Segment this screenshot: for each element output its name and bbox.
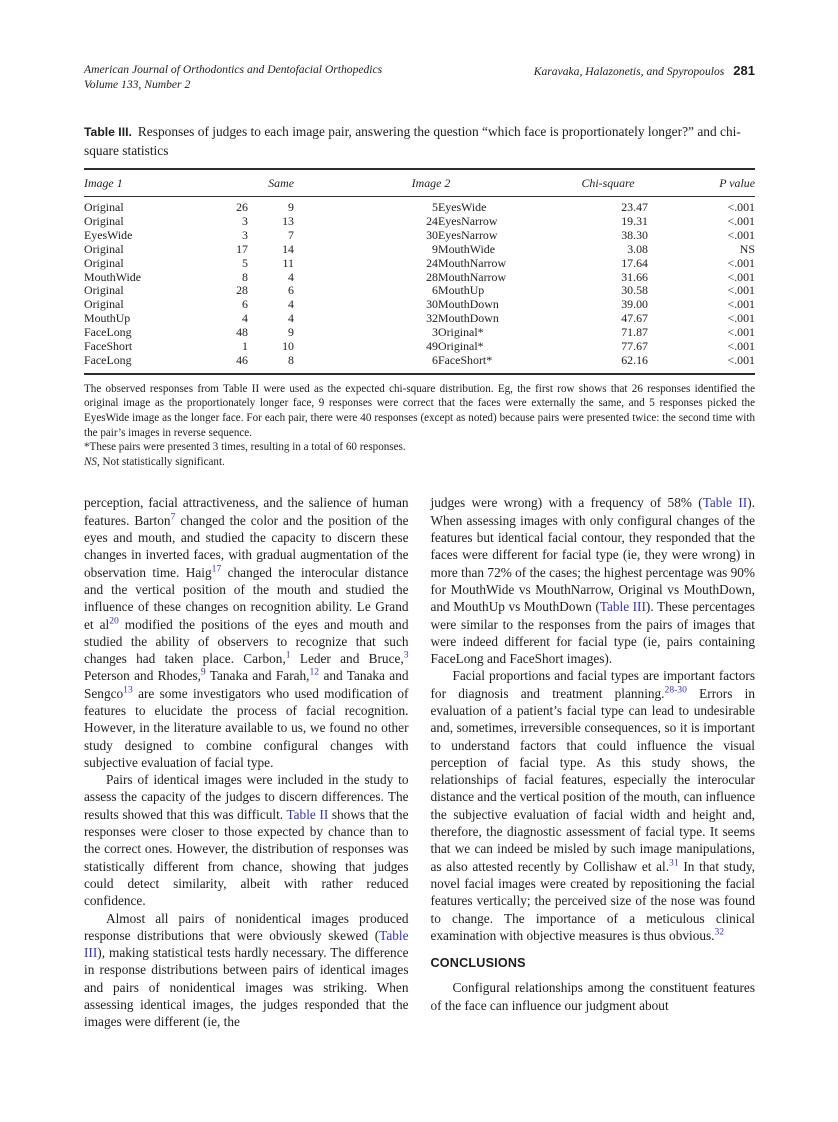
table-cell: EyesNarrow (438, 213, 498, 228)
table3-label: Table III. (84, 125, 132, 139)
table-cell: 31.66 (621, 269, 648, 284)
table-cell: <.001 (727, 283, 755, 298)
table-cell: 3.08 (627, 241, 648, 256)
body-paragraph: Configural relationships among the constituent features of the face can influence our judgment about (430, 980, 755, 1013)
footnote-general: The observed responses from Table II were used as the expected chi-square distribution. Eg, the first row shows that 26 responses identified the original image as the proportionately longer face, 9 responses were correct that the faces were externally the same, and 5 responses picked the EyesWide image as the longer face. For each pair, there were 40 responses (except as noted) because pairs were presented twice: the second time with the pair’s images in reverse sequence. (84, 382, 755, 439)
table-cell: 9 (288, 325, 294, 340)
table-cell: 6 (242, 297, 248, 312)
citation-ref[interactable]: 7 (170, 511, 176, 523)
table-cell: 11 (282, 255, 294, 270)
citation-ref[interactable]: 17 (211, 563, 222, 575)
table-cell: <.001 (727, 200, 755, 214)
table3-header (84, 169, 755, 197)
table-cell: Original* (438, 339, 484, 354)
section-heading-conclusions: CONCLUSIONS (430, 956, 526, 971)
table-cell: <.001 (727, 269, 755, 284)
table-cell: EyesNarrow (438, 227, 498, 242)
footnote-ns-text: Not statistically significant. (99, 455, 225, 468)
table-cell: 62.16 (621, 352, 648, 367)
table-cell: FaceShort* (438, 352, 493, 367)
table-row (84, 312, 755, 326)
table-cell: 7 (288, 227, 294, 242)
table-cell: 24 (426, 213, 438, 228)
running-authors-block (534, 62, 755, 79)
table-cell: <.001 (727, 227, 755, 242)
col-header-image1: Image 1 (84, 169, 248, 197)
table-cell: 30.58 (621, 283, 648, 298)
table-cell: <.001 (727, 325, 755, 340)
body-columns (84, 494, 755, 1030)
table-cell: 6 (432, 352, 438, 367)
table-cell: <.001 (727, 339, 755, 354)
table-cell: 32 (426, 311, 438, 326)
col-header-same: Same (248, 169, 294, 197)
body-column-right (431, 494, 756, 1030)
table-cell: <.001 (727, 297, 755, 312)
table-cell: 6 (432, 283, 438, 298)
table-ref-link[interactable]: Table II (702, 495, 748, 511)
table-cell: Original (84, 241, 124, 256)
table-cell: 14 (282, 241, 294, 256)
table3-footnotes (84, 382, 755, 470)
table-cell: 4 (288, 269, 294, 284)
citation-ref[interactable]: 20 (109, 615, 119, 627)
table-row (84, 271, 755, 285)
table-cell: 9 (432, 241, 438, 256)
table-cell: 4 (288, 297, 294, 312)
table-cell: 38.30 (621, 227, 648, 242)
citation-ref[interactable]: 31 (669, 857, 679, 869)
table-cell: FaceLong (84, 325, 132, 340)
table-ref-link[interactable]: Table III (599, 599, 646, 615)
table-header-row (84, 169, 755, 197)
table-row (84, 197, 755, 215)
table-cell: 17 (236, 241, 248, 256)
table-cell: Original* (438, 325, 484, 340)
table-cell: FaceShort (84, 339, 133, 354)
table-cell: 4 (242, 311, 248, 326)
table-cell: <.001 (727, 352, 755, 367)
citation-ref[interactable]: 28-30 (664, 684, 687, 696)
table-cell: 3 (242, 213, 248, 228)
body-paragraph: perception, facial attractiveness, and the salience of human features. Barton$^7$ changed the color and the position of the eyes and mouth, and studied the capacity to discern these changes in inverted faces, with gradual augmentation of the observation time. Haig$^{17}$ changed the interocular distance and the vertical position of the mouth and studied the influence of these changes on recognition ability. Le Grand et al$^{20}$ modified the positions of the eyes and mouth and studied the ability of observers to recognize that such changes had taken place. Carbon,$^1$ Leder and Bruce,$^3$ Peterson and Rhodes,$^9$ Tanaka and Farah,$^{12}$ and Tanaka and Sengco$^{13}$ are some investigators who used modification of features to elucidate the process of facial recognition. However, in the literature available to us, we found no other study designed to combine configural changes with subjective evaluation of facial type. (84, 495, 409, 770)
table-cell: 26 (236, 200, 248, 214)
table-row (84, 215, 755, 229)
table-cell: MouthUp (438, 283, 485, 298)
table-cell: 71.87 (621, 325, 648, 340)
citation-ref[interactable]: 12 (309, 666, 320, 678)
citation-ref[interactable]: 3 (403, 649, 409, 661)
table3 (84, 168, 755, 375)
col-header-image2: Image 2 (294, 169, 568, 197)
table-cell: MouthDown (438, 311, 499, 326)
table-cell: 28 (236, 283, 248, 298)
table-cell: MouthNarrow (438, 269, 507, 284)
table-cell: 9 (288, 200, 294, 214)
table3-caption (84, 123, 755, 160)
body-paragraph: Facial proportions and facial types are important factors for diagnosis and treatment planning.$^{28-30}$ Errors in evaluation of a patient’s facial type can lead to undesirable and, sometimes, irreversible consequences, so it is important to understand factors that could influence the visual perception of facial type. As this study shows, the relationships of facial features, especially the interocular distance and the vertical position of the mouth, can influence the subjective evaluation of facial width and height and, therefore, the diagnostic assessment of facial type. It seems that we can indeed be misled by such image manipulations, as also attested recently by Collishaw et al.$^{31}$ In that study, novel facial images were created by repositioning the facial features vertically; the perceived size of the nose was found to change. The importance of a meticulous clinical examination with objective measures is thus obvious.$^{32}$ (430, 668, 755, 943)
footnote-asterisk: *These pairs were presented 3 times, resulting in a total of 60 responses. (84, 441, 406, 454)
table-cell: 3 (432, 325, 438, 340)
table-cell: 10 (282, 339, 294, 354)
page-number: 281 (733, 63, 755, 78)
table-cell: <.001 (727, 311, 755, 326)
body-paragraph: judges were wrong) with a frequency of 58% (Table II). When assessing images with only configural changes of the features but identical facial contour, they responded that the faces were different for facial type (ie, they were wrong) in more than 72% of the cases; the highest percentage was 90% for MouthWide vs MouthNarrow, Original vs MouthDown, and MouthUp vs MouthDown (Table III). These percentages were similar to the responses from the pairs of images that were indeed different for facial type (ie, pairs containing FaceLong and FaceShort images). (430, 495, 755, 667)
table-row (84, 326, 755, 340)
citation-ref[interactable]: 13 (123, 684, 133, 696)
citation-ref[interactable]: 1 (285, 649, 291, 661)
journal-identification (84, 62, 382, 92)
table-cell: 8 (242, 269, 248, 284)
body-paragraph: Almost all pairs of nonidentical images produced response distributions that were obviously skewed (Table III), making statistical tests hardly necessary. The difference in response distributions between pairs of identical images and pairs of nonidentical images was striking. When assessing identical images, the judges responded that the images were different (ie, the (84, 910, 409, 1030)
table-cell: EyesWide (84, 227, 133, 242)
table-row (84, 340, 755, 354)
table-row (84, 354, 755, 374)
table-cell: 8 (288, 352, 294, 367)
table-cell: 46 (236, 352, 248, 367)
table-cell: 48 (236, 325, 248, 340)
table-cell: EyesWide (438, 200, 487, 214)
journal-volume: Volume 133, Number 2 (84, 78, 191, 91)
table-ref-link[interactable]: Table II (286, 806, 329, 822)
table-cell: MouthWide (438, 241, 495, 256)
table-cell: 30 (426, 227, 438, 242)
table-row (84, 229, 755, 243)
table-cell: MouthUp (84, 311, 131, 326)
table-row (84, 243, 755, 257)
table-cell: 47.67 (621, 311, 648, 326)
running-head (84, 62, 755, 92)
journal-title: American Journal of Orthodontics and Dentofacial Orthopedics (84, 63, 383, 76)
table-cell: 6 (288, 283, 294, 298)
table-cell: 5 (242, 255, 248, 270)
citation-ref[interactable]: 9 (200, 666, 206, 678)
body-paragraph: Pairs of identical images were included in the study to assess the capacity of the judges to discern differences. The results showed that this was difficult. Table II shows that the responses were closer to those expected by chance than to the correct ones. However, the distribution of responses was statistically different from chance, showing that judges could detect similarity, albeit with rather reduced confidence. (84, 772, 409, 909)
table-cell: 39.00 (621, 297, 648, 312)
table-row (84, 298, 755, 312)
table-cell: 19.31 (621, 213, 648, 228)
table-cell: 4 (288, 311, 294, 326)
table-cell: 23.47 (621, 200, 648, 214)
table-cell: MouthNarrow (438, 255, 507, 270)
col-header-chi-square: Chi-square (568, 169, 648, 197)
table-cell: Original (84, 297, 124, 312)
table-cell: <.001 (727, 213, 755, 228)
table-cell: 5 (432, 200, 438, 214)
table-cell: FaceLong (84, 352, 132, 367)
col-header-p-value: P value (648, 169, 755, 197)
table-cell: <.001 (727, 255, 755, 270)
citation-ref[interactable]: 32 (714, 926, 725, 938)
table-cell: MouthWide (84, 269, 141, 284)
table-row (84, 257, 755, 271)
table-cell: 77.67 (621, 339, 648, 354)
running-authors: Karavaka, Halazonetis, and Spyropoulos (533, 65, 725, 78)
table-row (84, 284, 755, 298)
table-ref-link[interactable]: Table III (84, 927, 409, 961)
table-cell: 28 (426, 269, 438, 284)
table3-caption-text: Responses of judges to each image pair, answering the question “which face is proportionately longer?” and chi-square statistics (84, 124, 741, 158)
body-column-left (84, 494, 409, 1030)
footnote-ns (84, 455, 755, 470)
table-cell: 13 (282, 213, 294, 228)
table-cell: 24 (426, 255, 438, 270)
footnote-ns-label: NS, (84, 455, 100, 468)
table-cell: 17.64 (621, 255, 648, 270)
table-cell: Original (84, 283, 124, 298)
table-cell: 49 (426, 339, 438, 354)
table-cell: 3 (242, 227, 248, 242)
table-cell: MouthDown (438, 297, 499, 312)
table-cell: Original (84, 255, 124, 270)
table3-body (84, 197, 755, 374)
table-cell: NS (739, 241, 755, 256)
table-cell: 30 (426, 297, 438, 312)
table-cell: 1 (242, 339, 248, 354)
table-cell: Original (84, 213, 124, 228)
table-cell: Original (84, 200, 124, 214)
